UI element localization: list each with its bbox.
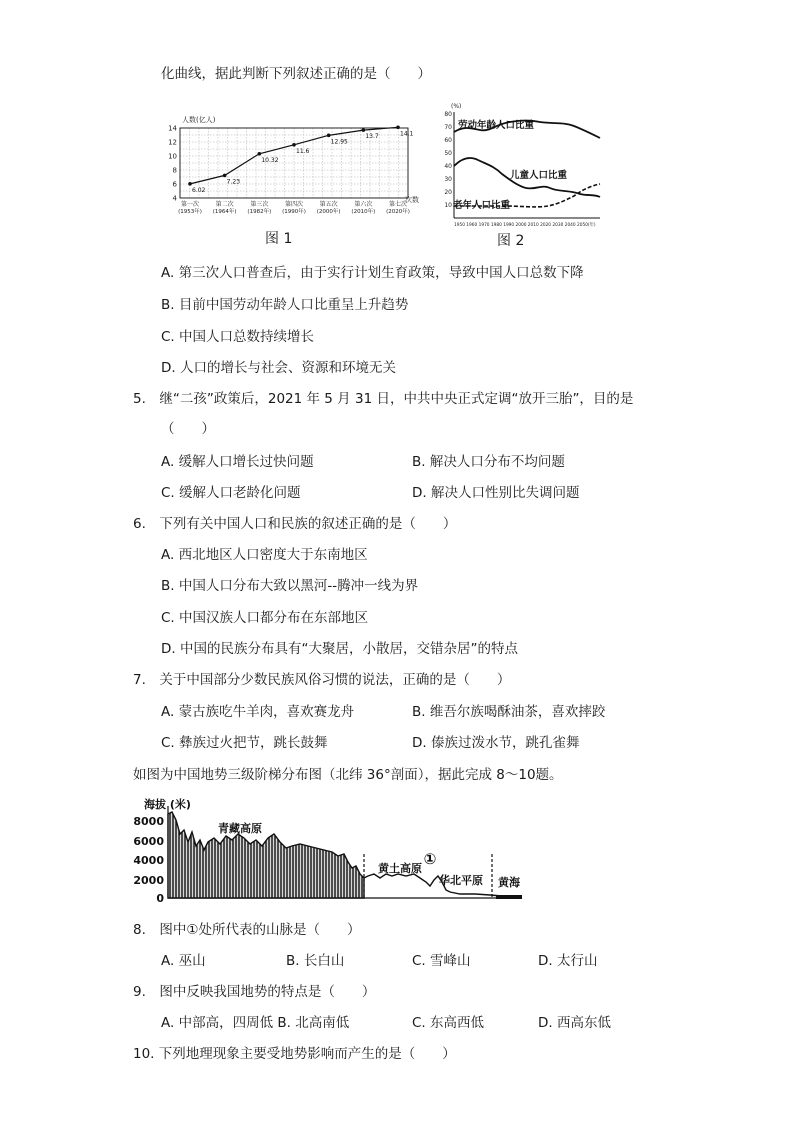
fig1-xtick-year: (1990年) [282, 209, 306, 215]
q8-option-d: D. 太行山 [538, 953, 598, 969]
label-qinghai-tibet-plateau: 青藏高原 [218, 822, 262, 835]
q7-option-d: D. 傣族过泼水节，跳孔雀舞 [412, 735, 580, 751]
census-population-chart [160, 114, 420, 220]
fig2-unit: (%) [451, 103, 462, 110]
q6-option-d: D. 中国的民族分布具有“大聚居，小散居，交错杂居”的特点 [161, 641, 518, 657]
fig2-yticks [444, 111, 452, 209]
fig1-point [292, 143, 296, 147]
fig2-ytick: 10 [444, 202, 452, 209]
q7-option-b: B. 维吾尔族喝酥油茶，喜欢摔跤 [412, 704, 606, 720]
q8-option-b: B. 长白山 [286, 953, 345, 969]
marker-1: ① [423, 850, 437, 868]
q6-option-c: C. 中国汉族人口都分布在东部地区 [161, 610, 369, 626]
fig1-ytick: 12 [168, 138, 177, 147]
working-age-label: 劳动年龄人口比重 [458, 120, 535, 131]
fig1-point [223, 174, 227, 178]
q5-option-a: A. 缓解人口增长过快问题 [161, 454, 314, 470]
terrain-profile-diagram [130, 794, 530, 906]
fig1-caption: 图 1 [265, 231, 293, 247]
elderly-label: 老年人口比重 [453, 200, 511, 211]
fig1-data-label: 10.32 [261, 156, 279, 164]
label-loess-plateau: 黄土高原 [378, 862, 422, 875]
q4-option-b: B. 目前中国劳动年龄人口比重呈上升趋势 [161, 297, 409, 313]
fig2-ytick: 20 [444, 189, 452, 196]
q4-option-d: D. 人口的增长与社会、资源和环境无关 [161, 360, 396, 376]
q5-option-c: C. 缓解人口老龄化问题 [161, 485, 301, 501]
fig1-xtick-year: (1953年) [178, 209, 202, 215]
q5-stem: 5. 继“二孩”政策后，2021 年 5 月 31 日，中共中央正式定调“放开三胎”，目的是 [133, 391, 634, 407]
ytick-0: 0 [156, 892, 164, 905]
q9-option-c: C. 东高西低 [412, 1015, 485, 1031]
fig1-point [327, 134, 331, 138]
fig1-data-label: 7.23 [226, 178, 241, 186]
fig1-xtick: 第四次 [284, 201, 304, 208]
q9-option-d: D. 西高东低 [538, 1015, 611, 1031]
q9-option-ab: A. 中部高，四周低 B. 北高南低 [161, 1015, 350, 1031]
ytick-8000: 8000 [133, 815, 164, 828]
fig1-data-label: 13.7 [365, 133, 379, 141]
q8-option-a: A. 巫山 [161, 953, 206, 969]
fig1-xlabel: 次数 [405, 196, 419, 204]
fig1-data-label: 12.95 [330, 138, 348, 146]
q4-stem-tail: 化曲线，据此判断下列叙述正确的是（ ） [161, 66, 431, 82]
fig2-caption: 图 2 [497, 233, 525, 249]
fig1-xtick-year: (2000年) [316, 209, 341, 215]
child-label: 儿童人口比重 [510, 170, 568, 181]
fig1-point [362, 128, 366, 132]
fig1-ytick: 6 [172, 180, 177, 189]
fig1-xtick-year: (2010年) [351, 209, 376, 215]
ytick-6000: 6000 [133, 835, 164, 848]
fig1-xtick-year: (1964年) [212, 209, 237, 215]
fig1-xtick: 第七次 [388, 201, 408, 208]
fig2-ytick: 70 [444, 124, 452, 131]
fig1-ylabel: 人数(亿人) [182, 116, 216, 124]
fig1-points [188, 126, 413, 194]
q8-option-c: C. 雪峰山 [412, 953, 471, 969]
q5-stem-blank: （ ） [161, 421, 215, 437]
fig1-xtick: 第三次 [250, 201, 269, 208]
q4-option-c: C. 中国人口总数持续增长 [161, 329, 315, 345]
fig1-xtick-year: (1982年) [247, 209, 272, 215]
qinghai-tibet-plateau-shape [168, 812, 364, 898]
ytick-2000: 2000 [133, 874, 164, 887]
q5-option-b: B. 解决人口分布不均问题 [412, 454, 565, 470]
population-structure-chart [440, 102, 602, 230]
q9-stem: 9. 图中反映我国地势的特点是（ ） [133, 984, 376, 1000]
fig1-point [396, 126, 400, 130]
fig2-ytick: 80 [444, 111, 452, 118]
q8-stem: 8. 图中①处所代表的山脉是（ ） [133, 922, 361, 938]
fig1-point [258, 152, 262, 156]
fig1-data-label: 11.6 [296, 147, 310, 155]
fig1-xtick: 第一次 [180, 201, 200, 208]
fig1-ytick: 8 [172, 166, 177, 175]
q4-option-a: A. 第三次人口普查后，由于实行计划生育政策，导致中国人口总数下降 [161, 265, 584, 281]
fig1-xtick: 第五次 [319, 201, 338, 208]
fig2-ytick: 60 [444, 137, 452, 144]
fig2-ytick: 50 [444, 150, 452, 157]
section-intro: 如图为中国地势三级阶梯分布图（北纬 36°剖面），据此完成 8～10题。 [133, 767, 563, 783]
fig1-ytick: 4 [172, 194, 177, 203]
q6-stem: 6. 下列有关中国人口和民族的叙述正确的是（ ） [133, 516, 457, 532]
fig1-data-label: 14.1 [400, 130, 414, 138]
q7-option-c: C. 彝族过火把节，跳长鼓舞 [161, 735, 328, 751]
fig2-xticks: 1950 1960 1970 1980 1990 2000 2010 2020 2030 2040 2050(年) [454, 223, 596, 228]
q7-option-a: A. 蒙古族吃牛羊肉，喜欢赛龙舟 [161, 704, 355, 720]
fig1-ytick: 14 [168, 124, 177, 133]
q7-stem: 7. 关于中国部分少数民族风俗习惯的说法，正确的是（ ） [133, 672, 511, 688]
fig1-ytick: 10 [168, 152, 177, 161]
fig1-yticks [168, 125, 177, 203]
fig1-xticks [178, 200, 410, 215]
label-north-china-plain: 华北平原 [439, 874, 483, 887]
q5-option-d: D. 解决人口性别比失调问题 [412, 485, 580, 501]
fig2-ytick: 30 [444, 176, 452, 183]
q6-option-a: A. 西北地区人口密度大于东南地区 [161, 547, 368, 563]
q10-stem: 10. 下列地理现象主要受地势影响而产生的是（ ） [133, 1046, 456, 1062]
fig1-xtick-year: (2020年) [386, 209, 410, 215]
profile-ylabel: 海拔 (米) [144, 798, 191, 811]
fig2-ytick: 40 [444, 163, 452, 170]
fig1-xtick: 第六次 [354, 201, 373, 208]
fig1-data-label: 6.02 [192, 186, 206, 194]
fig1-point [188, 182, 192, 186]
label-yellow-sea: 黄海 [498, 876, 520, 889]
fig1-xtick: 第二次 [215, 201, 234, 208]
q6-option-b: B. 中国人口分布大致以黑河--腾冲一线为界 [161, 578, 419, 594]
ytick-4000: 4000 [133, 854, 164, 867]
